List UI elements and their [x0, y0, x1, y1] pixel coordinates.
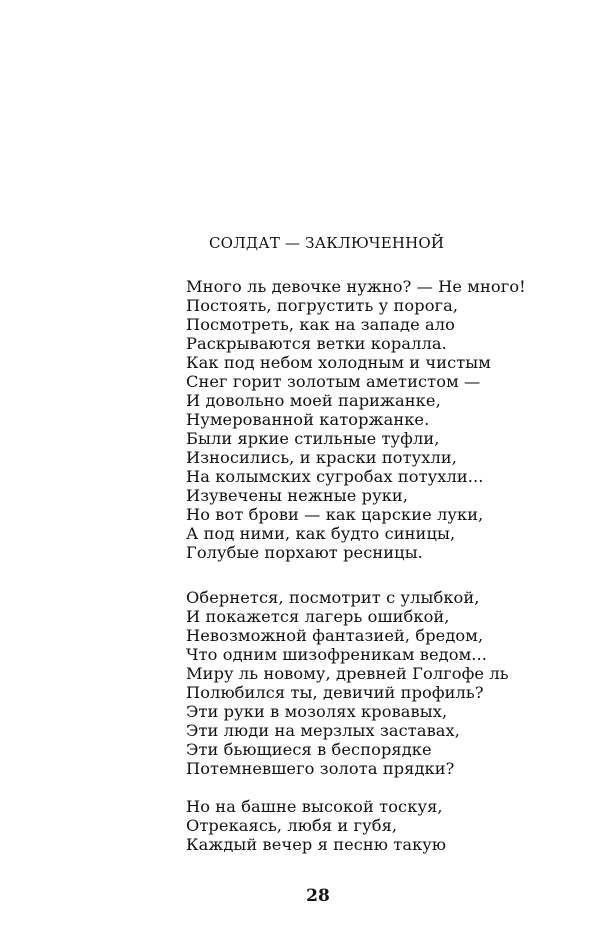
poem-line: Потемневшего золота прядки? [186, 759, 455, 778]
stanza-3 [186, 797, 446, 854]
poem-line: Много ль девочке нужно? — Не много! [186, 277, 526, 296]
poem-line: И покажется лагерь ошибкой, [186, 607, 450, 626]
poem-line: Отрекаясь, любя и губя, [186, 816, 398, 835]
poem-line: Эти руки в мозолях кровавых, [186, 702, 448, 721]
poem-line: Эти бьющиеся в беспорядке [186, 740, 432, 759]
poem-line: И довольно моей парижанке, [186, 391, 441, 410]
poem-line: Каждый вечер я песню такую [186, 835, 447, 854]
poem-line: Голубые порхают ресницы. [186, 543, 423, 562]
poem-line: На колымских сугробах потухли... [186, 467, 484, 486]
poem-line: Раскрываются ветки коралла. [186, 334, 447, 353]
poem-line: Износились, и краски потухли, [186, 448, 458, 467]
poem-line: Эти люди на мерзлых заставах, [186, 721, 461, 740]
poem-line: Невозможной фантазией, бредом, [186, 626, 484, 645]
poem-line: Постоять, погрустить у порога, [186, 296, 459, 315]
poem-line: Снег горит золотым аметистом — [186, 372, 481, 391]
poem-line: Но вот брови — как царские луки, [186, 505, 484, 524]
poem-line: Были яркие стильные туфли, [186, 429, 440, 448]
poem-line: Но на башне высокой тоскуя, [186, 797, 443, 816]
poem-line: Посмотреть, как на западе ало [186, 315, 456, 334]
poem-line: А под ними, как будто синицы, [186, 524, 456, 543]
poem-line: Что одним шизофреникам ведом... [186, 645, 488, 664]
poem-line: Миру ль новому, древней Голгофе ль [186, 664, 509, 683]
stanza-2 [186, 588, 509, 778]
poem-line: Изувечены нежные руки, [186, 486, 409, 505]
stanza-1 [186, 277, 526, 562]
poem-title: СОЛДАТ — ЗАКЛЮЧЕННОЙ [209, 234, 445, 252]
poem-line: Обернется, посмотрит с улыбкой, [186, 588, 480, 607]
poem-line: Нумерованной каторжанке. [186, 410, 430, 429]
poem-line: Полюбился ты, девичий профиль? [186, 683, 484, 702]
page-number: 28 [306, 886, 330, 906]
poem-line: Как под небом холодным и чистым [186, 353, 491, 372]
